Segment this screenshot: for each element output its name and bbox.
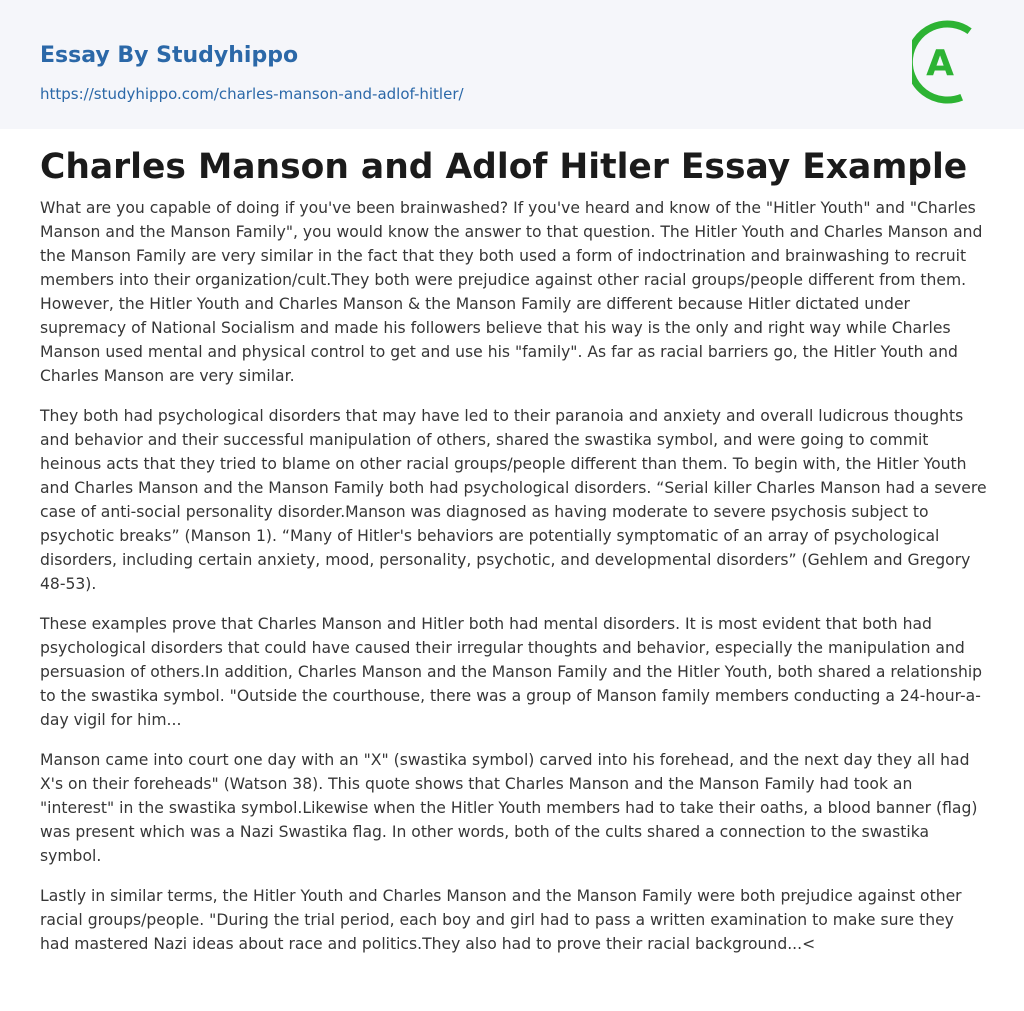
essay-article xyxy=(40,142,988,972)
studyhippo-logo-icon[interactable] xyxy=(912,18,988,106)
page-title: Charles Manson and Adlof Hitler Essay Example xyxy=(40,147,968,187)
site-brand[interactable]: Essay By Studyhippo xyxy=(40,43,299,68)
essay-paragraph-2: They both had psychological disorders that may have led to their paranoia and anxiety and overall ludicrous thoughts and behavior and their successful manipulation of others, shared the swastika symbol, and were going to commit heinous acts that they tried to blame on other racial groups/people different than them. To begin with, the Hitler Youth and Charles Manson and the Manson Family both had psychological disorders. “Serial killer Charles Manson had a severe case of anti-social personality disorder.Manson was diagnosed as having moderate to severe psychosis subject to psychotic breaks” (Manson 1). “Many of Hitler's behaviors are potentially symptomatic of an array of psychological disorders, including certain anxiety, mood, personality, psychotic, and developmental disorders” (Gehlem and Gregory 48-53). xyxy=(40,407,987,593)
logo-letter: A xyxy=(926,43,954,84)
essay-paragraph-5: Lastly in similar terms, the Hitler Youth and Charles Manson and the Manson Family were both prejudice against other racial groups/people. "During the trial period, each boy and girl had to pass a written examination to make sure they had mastered Nazi ideas about race and politics.They also had to prove their racial background...< xyxy=(40,887,962,953)
essay-paragraph-1: What are you capable of doing if you've been brainwashed? If you've heard and know of the "Hitler Youth" and "Charles Manson and the Manson Family", you would know the answer to that question. The Hitler Youth and Charles Manson and the Manson Family are very similar in the fact that they both used a form of indoctrination and brainwashing to recruit members into their organization/cult.They both were prejudice against other racial groups/people different from them. However, the Hitler Youth and Charles Manson & the Manson Family are different because Hitler dictated under supremacy of National Socialism and made his followers believe that his way is the only and right way while Charles Manson used mental and physical control to get and use his "family". As far as racial barriers go, the Hitler Youth and Charles Manson are very similar. xyxy=(40,199,983,385)
site-header xyxy=(0,0,1024,129)
essay-paragraph-4: Manson came into court one day with an "X" (swastika symbol) carved into his forehead, and the next day they all had X's on their foreheads" (Watson 38). This quote shows that Charles Manson and the Manson Family had took an "interest" in the swastika symbol.Likewise when the Hitler Youth members had to take their oaths, a blood banner (flag) was present which was a Nazi Swastika flag. In other words, both of the cults shared a connection to the swastika symbol. xyxy=(40,751,978,865)
source-url-link[interactable]: https://studyhippo.com/charles-manson-and-adlof-hitler/ xyxy=(40,85,464,103)
essay-paragraph-3: These examples prove that Charles Manson and Hitler both had mental disorders. It is most evident that both had psychological disorders that could have caused their irregular thoughts and behavior, especially the manipulation and persuasion of others.In addition, Charles Manson and the Manson Family and the Hitler Youth, both shared a relationship to the swastika symbol. "Outside the courthouse, there was a group of Manson family members conducting a 24-hour-a-day vigil for him... xyxy=(40,615,983,729)
